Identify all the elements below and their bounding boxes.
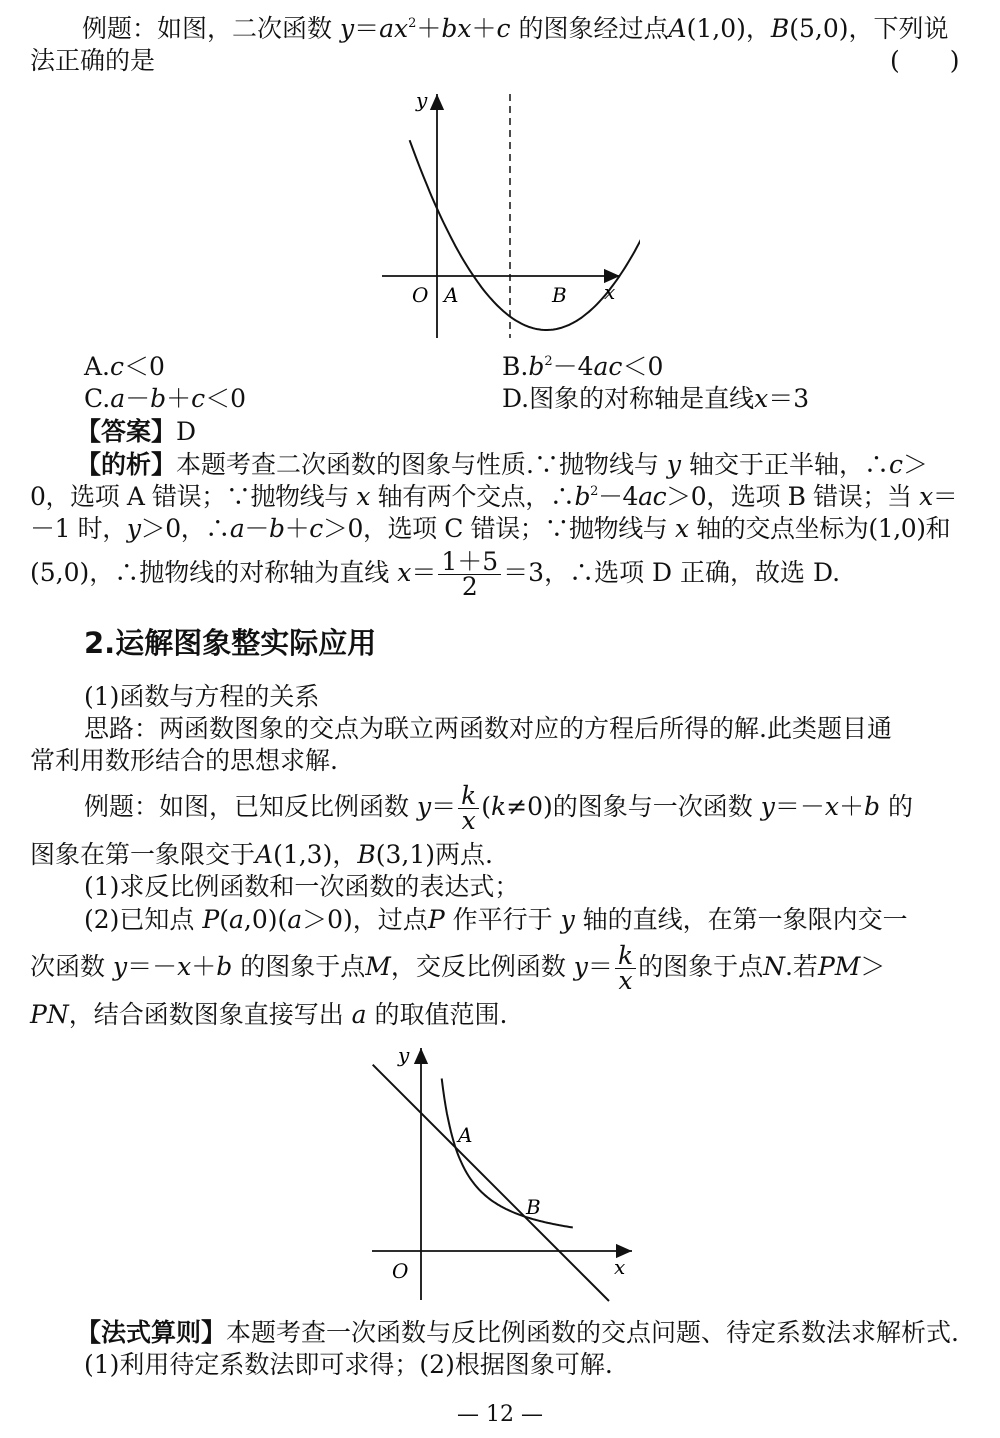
label-x: x (604, 280, 616, 304)
answer-line: 【答案】D (76, 417, 197, 446)
label-point-a-2: A (458, 1123, 473, 1147)
subsection-title: (1)函数与方程的关系 (84, 682, 320, 711)
question-1: (1)求反比例函数和一次函数的表达式； (84, 872, 520, 901)
fraction-k-over-x-2: $\frac{k}{x}$ (615, 944, 636, 993)
ex1-line2: 法正确的是 (30, 46, 156, 75)
label-y-2: y (398, 1043, 410, 1067)
answer-paren: ( ) (890, 46, 960, 75)
question-2-line3: PN，结合函数图象直接写出 a 的取值范围. (30, 1000, 508, 1029)
label-point-b-2: B (526, 1195, 541, 1219)
question-2-line1: (2)已知点 P(a,0)(a＞0)，过点P 作平行于 y 轴的直线，在第一象限内交一 (84, 905, 908, 934)
fraction-k-over-x: $\frac{k}{x}$ (458, 784, 479, 833)
analysis-line1: 【的析】本题考查二次函数的图象与性质.∵抛物线与 y 轴交于正半轴，∴c＞ (76, 450, 929, 479)
page-number: — 12 — (457, 1402, 543, 1427)
analysis-line2: 0，选项 A 错误；∵抛物线与 x 轴有两个交点，$\therefore b^2-4ac>0$，选项 B 错误；当 x＝ (30, 482, 958, 511)
option-b: $B.b^2-4ac<0$ (502, 352, 664, 381)
ex2-line1: 例题：如图，已知反比例函数 y＝ $\frac{k}{x}$ (k≠0)的图象与一次函数 y＝－x＋b 的 (84, 781, 913, 835)
option-c: C.a－b＋c＜0 (84, 384, 247, 413)
label-point-a: A (444, 283, 459, 307)
parabola-figure (370, 80, 640, 350)
ex1-line1: 例题：如图，二次函数 $y=ax^2+bx+c$ 的图象经过点A(1,0)，B(5,0)，下列说 (82, 14, 949, 43)
label-point-b: B (552, 283, 567, 307)
label-y: y (416, 88, 428, 112)
ex2-line2: 图象在第一象限交于A(1,3)，B(3,1)两点. (30, 840, 493, 869)
analysis-line3: －1 时，y＞0，∴a－b＋c＞0，选项 C 错误；∵抛物线与 x 轴的交点坐标为(1,0)和 (30, 514, 951, 543)
question-2-line2: 次函数 y＝－x＋b 的图象于点M，交反比例函数 y＝ $\frac{k}{x}$ 的图象于点N.若PM＞ (30, 941, 886, 995)
idea-line2: 常利用数形结合的思想求解. (30, 746, 338, 775)
section-title: 2.运解图象整实际应用 (84, 626, 377, 660)
analysis-line4: (5,0)，∴抛物线的对称轴为直线 x＝ $\frac{1+5}{2}$ ＝3，∴选项 D 正确，故选 D. (30, 547, 841, 601)
label-origin: O (412, 283, 429, 307)
idea-line1: 思路：两函数图象的交点为联立两函数对应的方程后所得的解.此类题目通 (84, 714, 892, 743)
option-a: A.c＜0 (84, 352, 165, 381)
hyperbola-figure (360, 1038, 650, 1308)
fraction-axis: $\frac{1+5}{2}$ (438, 550, 501, 599)
method-line2: (1)利用待定系数法即可求得；(2)根据图象可解. (84, 1350, 613, 1379)
label-origin-2: O (392, 1259, 409, 1283)
method-line1: 【法式算则】本题考查一次函数与反比例函数的交点问题、待定系数法求解析式. (76, 1318, 959, 1347)
option-d: D.图象的对称轴是直线x＝3 (502, 384, 810, 413)
label-x-2: x (614, 1255, 626, 1279)
